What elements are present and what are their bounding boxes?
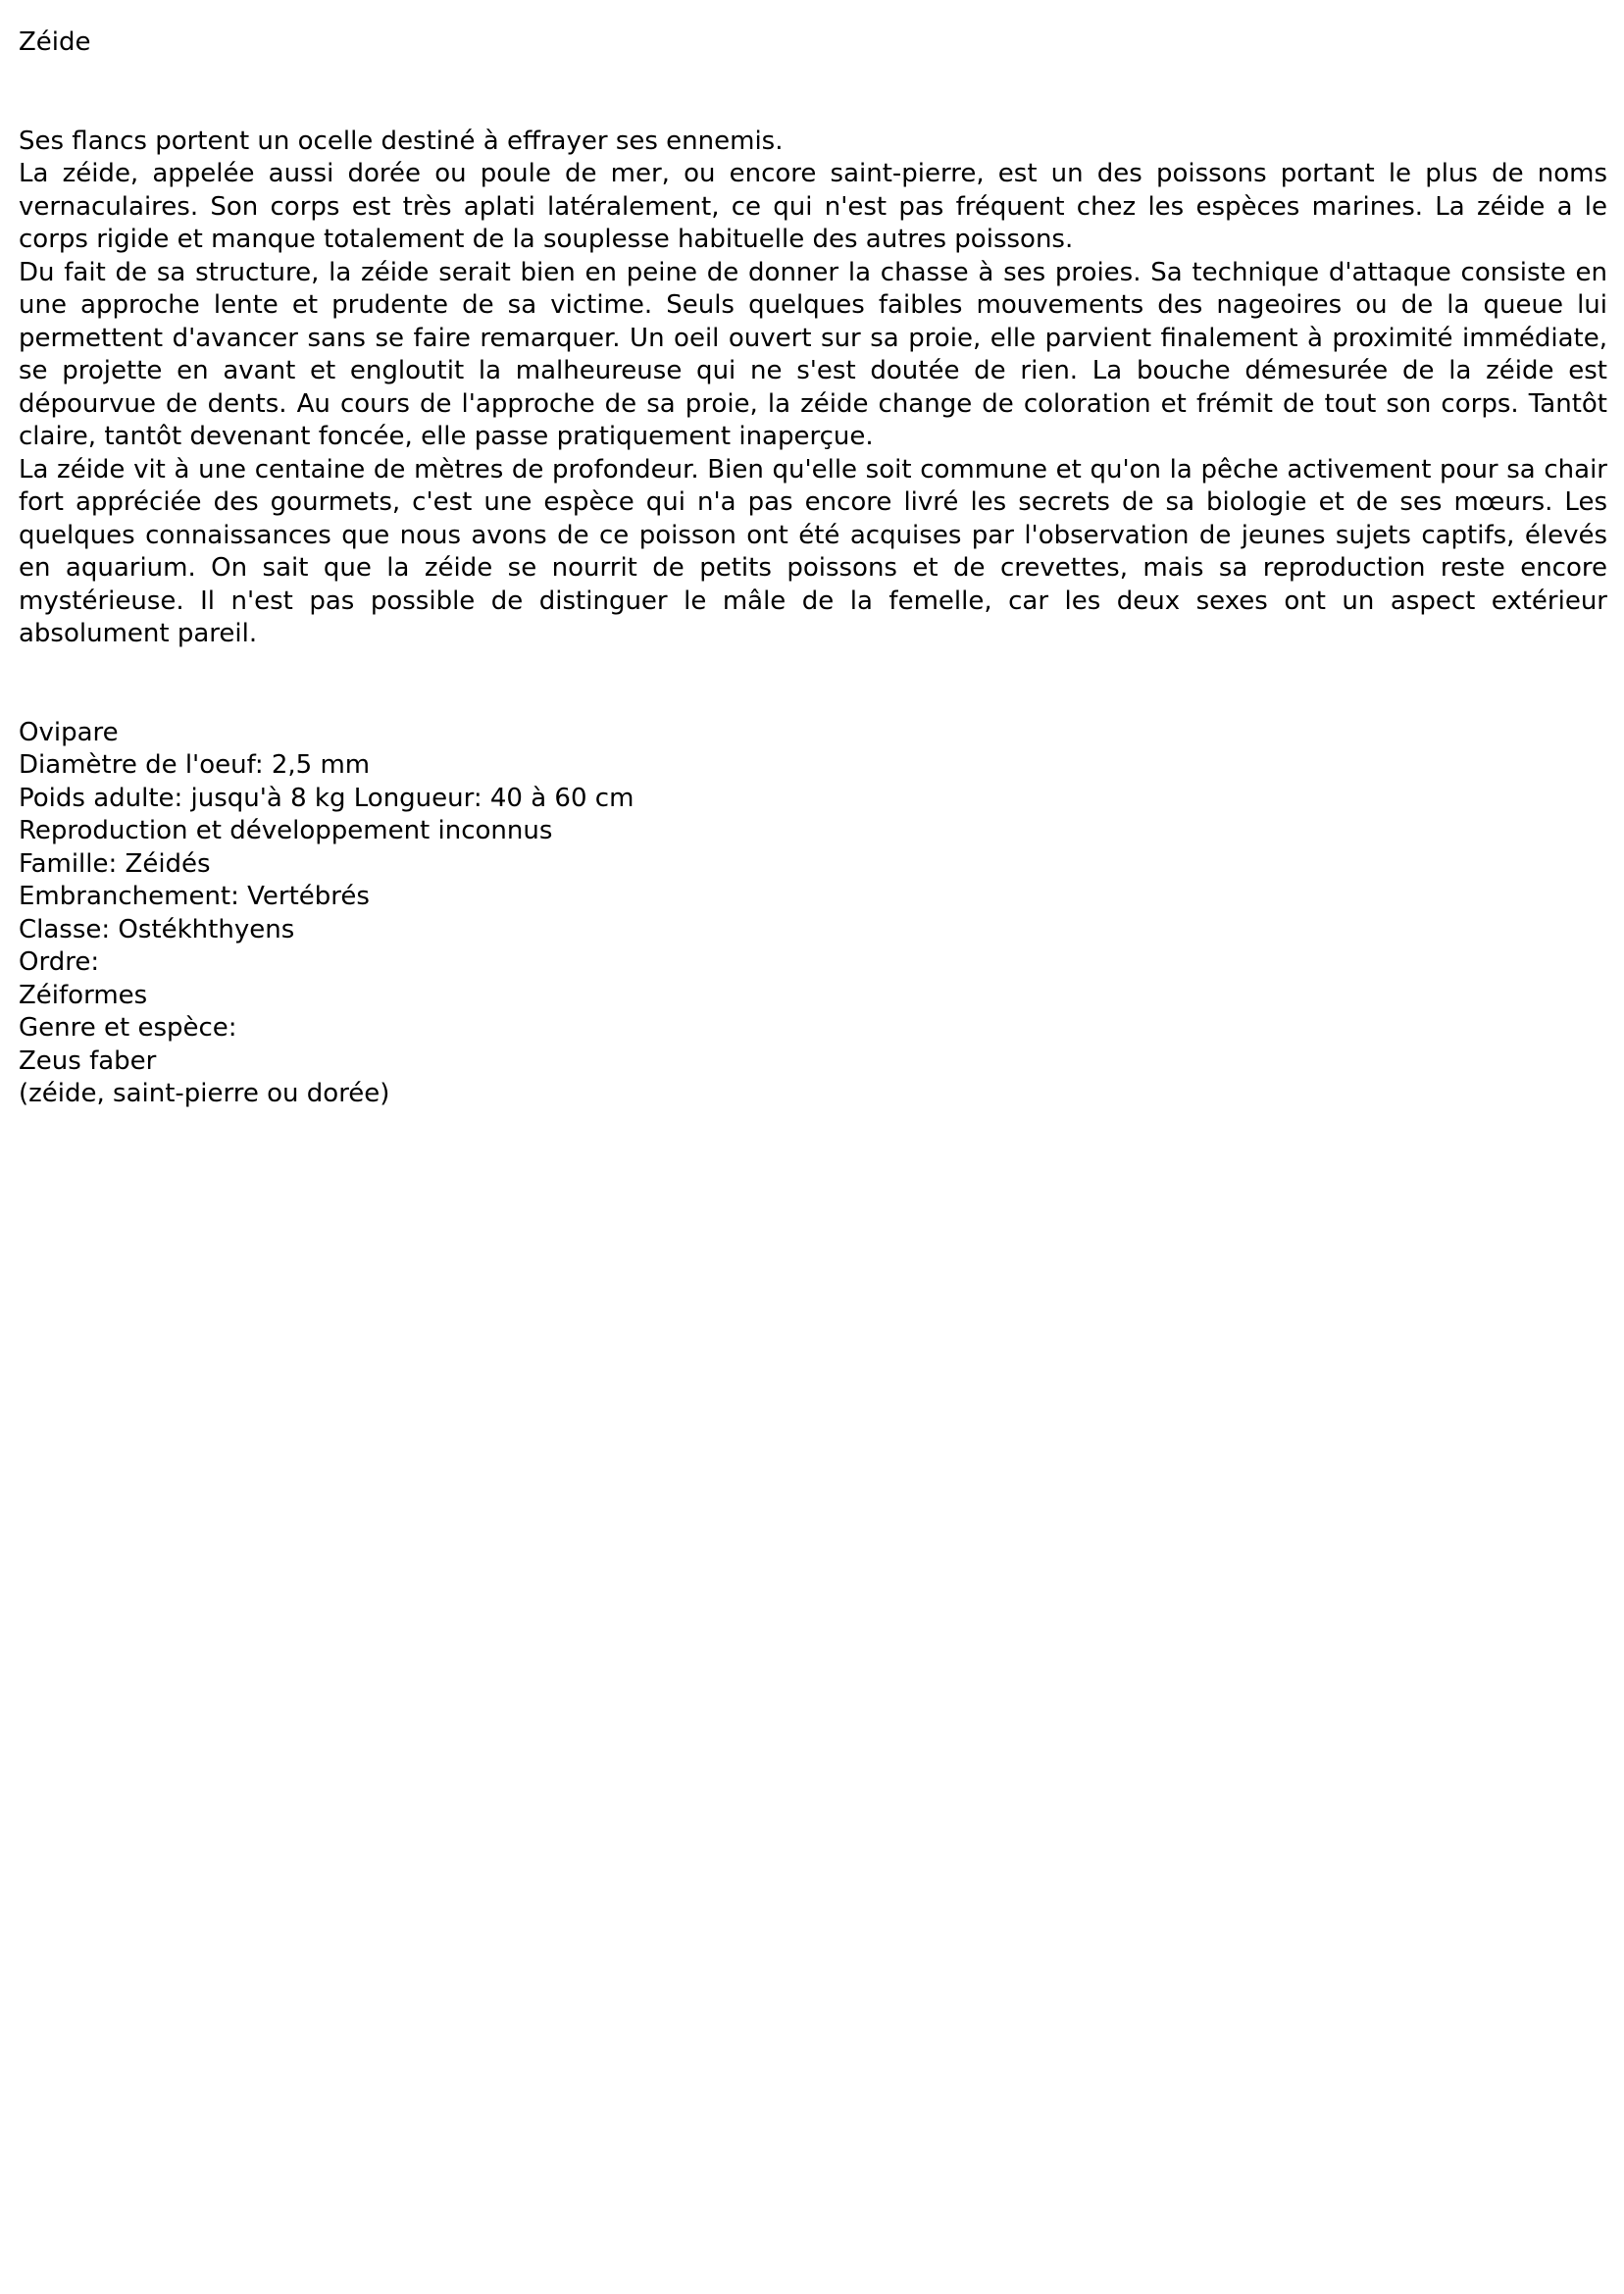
fact-phylum: Embranchement: Vertébrés xyxy=(19,882,370,911)
paragraph-description: La zéide, appelée aussi dorée ou poule de mer, ou encore saint-pierre, est un des poissons portant le plus de noms vernaculaires. Son corps est très aplati latéralement, ce qui n'est pas fréquent chez les espèces marines. La zéide a le corps rigide et manque totalement de la souplesse habituelle des autres poissons. xyxy=(19,159,1607,254)
fact-development: Reproduction et développement inconnus xyxy=(19,816,553,845)
paragraph-habitat: La zéide vit à une centaine de mètres de profondeur. Bien qu'elle soit commune et qu'on la pêche activement pour sa chair fort appréciée des gourmets, c'est une espèce qui n'a pas encore livré les secrets de sa biologie et de ses mœurs. Les quelques connaissances que nous avons de ce poisson ont été acquises par l'observation de jeunes sujets captifs, élevés en aquarium. On sait que la zéide se nourrit de petits poissons et de crevettes, mais sa reproduction reste encore mystérieuse. Il n'est pas possible de distinguer le mâle de la femelle, car les deux sexes ont un aspect extérieur absolument pareil. xyxy=(19,454,1607,648)
fact-species-label: Genre et espèce: xyxy=(19,1013,237,1043)
fact-egg-diameter: Diamètre de l'oeuf: 2,5 mm xyxy=(19,750,371,780)
facts-spacer xyxy=(19,651,1607,717)
title-spacer xyxy=(19,60,1607,126)
fact-species-value: Zeus faber xyxy=(19,1045,157,1076)
document-body xyxy=(19,26,1607,1111)
document-title: Zéide xyxy=(19,27,91,57)
paragraph-intro: Ses flancs portent un ocelle destiné à effrayer ses ennemis. xyxy=(19,126,784,156)
paragraph-hunting: Du fait de sa structure, la zéide serait bien en peine de donner la chasse à ses proies. Sa technique d'attaque consiste en une approche lente et prudente de sa victime. Seuls quelques faibles mouvements des nageoires ou de la queue lui permettent d'avancer sans se faire remarquer. Un oeil ouvert sur sa proie, elle parvient finalement à proximité immédiate, se projette en avant et engloutit la malheureuse qui ne s'est doutée de rien. La bouche démesurée de la zéide est dépourvue de dents. Au cours de l'approche de sa proie, la zéide change de coloration et frémit de tout son corps. Tantôt claire, tantôt devenant foncée, elle passe pratiquement inaperçue. xyxy=(19,257,1607,451)
fact-order-value: Zéiformes xyxy=(19,980,148,1010)
fact-family: Famille: Zéidés xyxy=(19,848,211,879)
fact-class: Classe: Ostékhthyens xyxy=(19,914,295,944)
fact-order-label: Ordre: xyxy=(19,947,100,977)
fact-reproduction-type: Ovipare xyxy=(19,717,119,747)
fact-common-names: (zéide, saint-pierre ou dorée) xyxy=(19,1079,390,1108)
fact-weight-length: Poids adulte: jusqu'à 8 kg Longueur: 40 à 60 cm xyxy=(19,783,634,813)
facts-list xyxy=(19,717,1607,1111)
